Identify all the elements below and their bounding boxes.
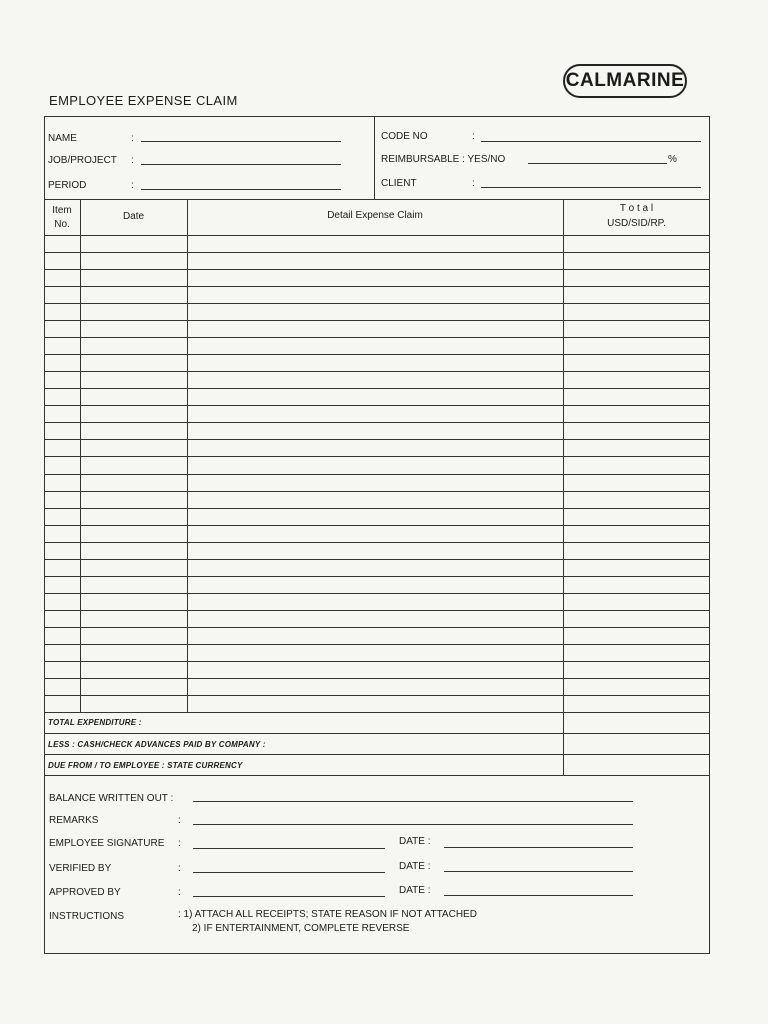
table-row[interactable] <box>44 491 710 492</box>
table-row[interactable] <box>44 610 710 611</box>
signature-colon: : <box>178 838 181 849</box>
total-header <box>563 203 710 229</box>
item-header <box>44 205 80 230</box>
due-label: DUE FROM / TO EMPLOYEE : STATE CURRENCY <box>48 761 243 770</box>
period-colon: : <box>131 180 134 191</box>
total-header-line1: T o t a l <box>619 203 654 214</box>
total-header-line2: USD/SID/RP. <box>607 218 666 229</box>
approved-date-label: DATE : <box>399 885 431 896</box>
table-row[interactable] <box>44 593 710 594</box>
verified-label: VERIFIED BY <box>49 863 112 874</box>
job-project-field[interactable] <box>141 164 341 165</box>
balance-field[interactable] <box>193 801 633 802</box>
detail-header: Detail Expense Claim <box>327 210 423 221</box>
table-row[interactable] <box>44 678 710 679</box>
table-row[interactable] <box>44 405 710 406</box>
table-row[interactable] <box>44 644 710 645</box>
client-field[interactable] <box>481 187 701 188</box>
table-row[interactable] <box>44 354 710 355</box>
table-row[interactable] <box>44 337 710 338</box>
period-field[interactable] <box>141 189 341 190</box>
company-logo: CALMARINE <box>563 64 687 98</box>
signature-date-field[interactable] <box>444 847 633 848</box>
period-label: PERIOD <box>48 180 87 191</box>
client-label: CLIENT <box>381 178 417 189</box>
remarks-field[interactable] <box>193 824 633 825</box>
table-row[interactable] <box>44 371 710 372</box>
table-row[interactable] <box>44 456 710 457</box>
table-row[interactable] <box>44 525 710 526</box>
table-row[interactable] <box>44 439 710 440</box>
signature-label: EMPLOYEE SIGNATURE <box>49 838 165 849</box>
date-header: Date <box>122 211 145 222</box>
total-expenditure-label: TOTAL EXPENDITURE : <box>48 718 142 727</box>
instructions-label: INSTRUCTIONS <box>49 911 124 922</box>
job-colon: : <box>131 155 134 166</box>
job-project-label: JOB/PROJECT <box>48 155 117 166</box>
header-divider <box>374 117 375 199</box>
instruction-1: : 1) ATTACH ALL RECEIPTS; STATE REASON IF NOT ATTACHED <box>178 909 477 920</box>
totals-row-line-1 <box>44 733 710 734</box>
name-colon: : <box>131 133 134 144</box>
item-header-line2: No. <box>54 219 70 230</box>
approved-field[interactable] <box>193 896 385 897</box>
instruction-2: 2) IF ENTERTAINMENT, COMPLETE REVERSE <box>192 923 410 934</box>
item-header-line1: Item <box>52 205 72 216</box>
table-row[interactable] <box>44 576 710 577</box>
reimbursable-label: REIMBURSABLE : YES/NO <box>381 154 506 165</box>
table-row[interactable] <box>44 474 710 475</box>
form-title: EMPLOYEE EXPENSE CLAIM <box>49 93 238 108</box>
table-row[interactable] <box>44 627 710 628</box>
balance-label: BALANCE WRITTEN OUT : <box>49 793 174 804</box>
table-row[interactable] <box>44 695 710 696</box>
table-row[interactable] <box>44 235 710 236</box>
form-frame <box>44 116 710 954</box>
table-row[interactable] <box>44 303 710 304</box>
table-row[interactable] <box>44 388 710 389</box>
code-no-field[interactable] <box>481 141 701 142</box>
less-advances-label: LESS : CASH/CHECK ADVANCES PAID BY COMPANY : <box>48 740 266 749</box>
approved-label: APPROVED BY <box>49 887 121 898</box>
verified-date-label: DATE : <box>399 861 431 872</box>
client-colon: : <box>472 178 475 189</box>
verified-date-field[interactable] <box>444 871 633 872</box>
table-row[interactable] <box>44 661 710 662</box>
code-colon: : <box>472 131 475 142</box>
signature-field[interactable] <box>193 848 385 849</box>
table-row[interactable] <box>44 542 710 543</box>
totals-row-line-2 <box>44 754 710 755</box>
percent-sign: % <box>668 154 677 165</box>
table-row[interactable] <box>44 559 710 560</box>
table-row[interactable] <box>44 252 710 253</box>
name-label: NAME <box>48 133 77 144</box>
verified-colon: : <box>178 863 181 874</box>
table-row[interactable] <box>44 320 710 321</box>
code-no-label: CODE NO <box>381 131 428 142</box>
approved-colon: : <box>178 887 181 898</box>
signature-date-label: DATE : <box>399 836 431 847</box>
approved-date-field[interactable] <box>444 895 633 896</box>
remarks-label: REMARKS <box>49 815 99 826</box>
remarks-colon: : <box>178 815 181 826</box>
reimbursable-field[interactable] <box>528 163 667 164</box>
totals-top-border <box>44 712 710 713</box>
table-top-border <box>44 199 710 200</box>
table-row[interactable] <box>44 269 710 270</box>
totals-bottom-border <box>44 775 710 776</box>
table-row[interactable] <box>44 286 710 287</box>
table-row[interactable] <box>44 422 710 423</box>
verified-field[interactable] <box>193 872 385 873</box>
name-field[interactable] <box>141 141 341 142</box>
table-row[interactable] <box>44 508 710 509</box>
